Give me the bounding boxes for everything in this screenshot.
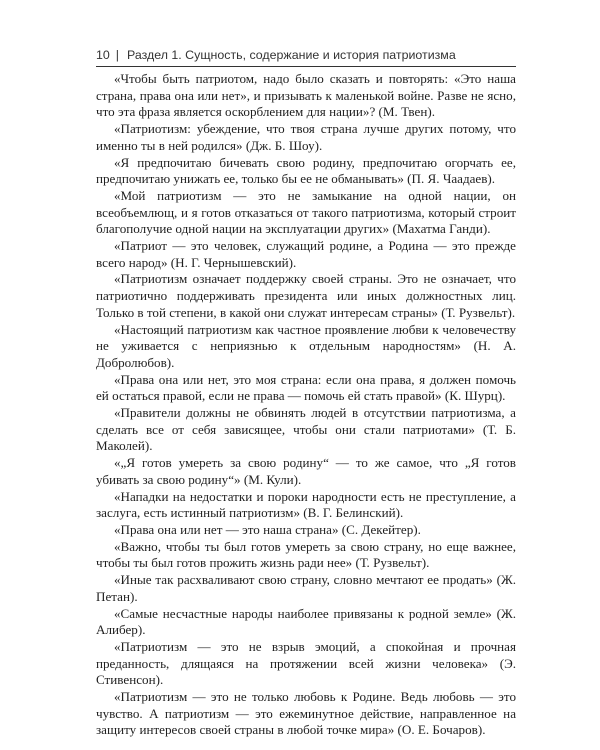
page-number: 10	[96, 48, 110, 62]
quote-paragraph: «Патриотизм означает поддержку своей страны. Это не означает, что патриотично поддерживать президента или иных должностных лиц. Только в той степени, в какой они служат интересам страны» (Т. Рузвельт).	[96, 271, 516, 320]
quote-paragraph: «Самые несчастные народы наиболее привязаны к родной земле» (Ж. Алибер).	[96, 605, 516, 638]
quote-paragraph: «Настоящий патриотизм как частное проявление любви к человечеству не уживается с неприязнью к отдельным народностям» (Н. А. Добролюбов).	[96, 321, 516, 370]
quote-paragraph: «Патриотизм: убеждение, что твоя страна лучше других потому, что именно ты в ней родился» (Дж. Б. Шоу).	[96, 121, 516, 153]
quote-paragraph: «Патриот — это человек, служащий родине, а Родина — это прежде всего народ» (Н. Г. Чернышевский).	[96, 238, 516, 270]
header-separator: |	[115, 48, 120, 62]
quote-paragraph: «Патриотизм — это не только любовь к Родине. Ведь любовь — это чувство. А патриотизм — это ежеминутное действие, направленное на защиту интересов своей страны в любой точке мира» (О. Е. Бочаров).	[96, 689, 516, 738]
quote-paragraph: «Иные так расхваливают свою страну, словно мечтают ее продать» (Ж. Петан).	[96, 572, 516, 604]
quote-paragraph: «Я предпочитаю бичевать свою родину, предпочитаю огорчать ее, предпочитаю унижать ее, только бы ее не обманывать» (П. Я. Чаадаев).	[96, 154, 516, 187]
quote-paragraph: «Важно, чтобы ты был готов умереть за свою страну, но еще важнее, чтобы ты был готов прожить жизнь ради нее» (Т. Рузвельт).	[96, 538, 516, 571]
section-title: Раздел 1. Сущность, содержание и история патриотизма	[127, 48, 456, 62]
quotes-body	[96, 71, 516, 739]
running-header	[96, 48, 516, 67]
quote-paragraph: «Патриотизм — это не взрыв эмоций, а спокойная и прочная преданность, длящаяся на протяжении всей жизни человека» (Э. Стивенсон).	[96, 638, 516, 688]
book-page	[96, 48, 516, 739]
quote-paragraph: «„Я готов умереть за свою родину“ — то же самое, что „Я готов убивать за свою родину“» (М. Кули).	[96, 455, 516, 487]
quote-paragraph: «Права она или нет, это моя страна: если она права, я должен помочь ей остаться правой, если не права — помочь ей стать правой» (К. Шурц).	[96, 371, 516, 404]
quote-paragraph: «Правители должны не обвинять людей в отсутствии патриотизма, а сделать все от себя зависящее, чтобы они стали патриотами» (Т. Б. Маколей).	[96, 405, 516, 454]
quote-paragraph: «Мой патриотизм — это не замыкание на одной нации, он всеобъемлющ, и я готов отказаться от такого патриотизма, который строит благополучие одной нации на эксплуатации других» (Махатма Ганди).	[96, 187, 516, 237]
quote-paragraph: «Нападки на недостатки и пороки народности есть не преступление, а заслуга, есть истинный патриотизм» (В. Г. Белинский).	[96, 488, 516, 521]
quote-paragraph: «Права она или нет — это наша страна» (С. Декейтер).	[114, 521, 421, 537]
quote-paragraph: «Чтобы быть патриотом, надо было сказать и повторять: «Это наша страна, права она или нет», и призывать к маленькой войне. Разве не ясно, что эта фраза является оскорблением для нации»? (М. Твен).	[96, 71, 516, 120]
